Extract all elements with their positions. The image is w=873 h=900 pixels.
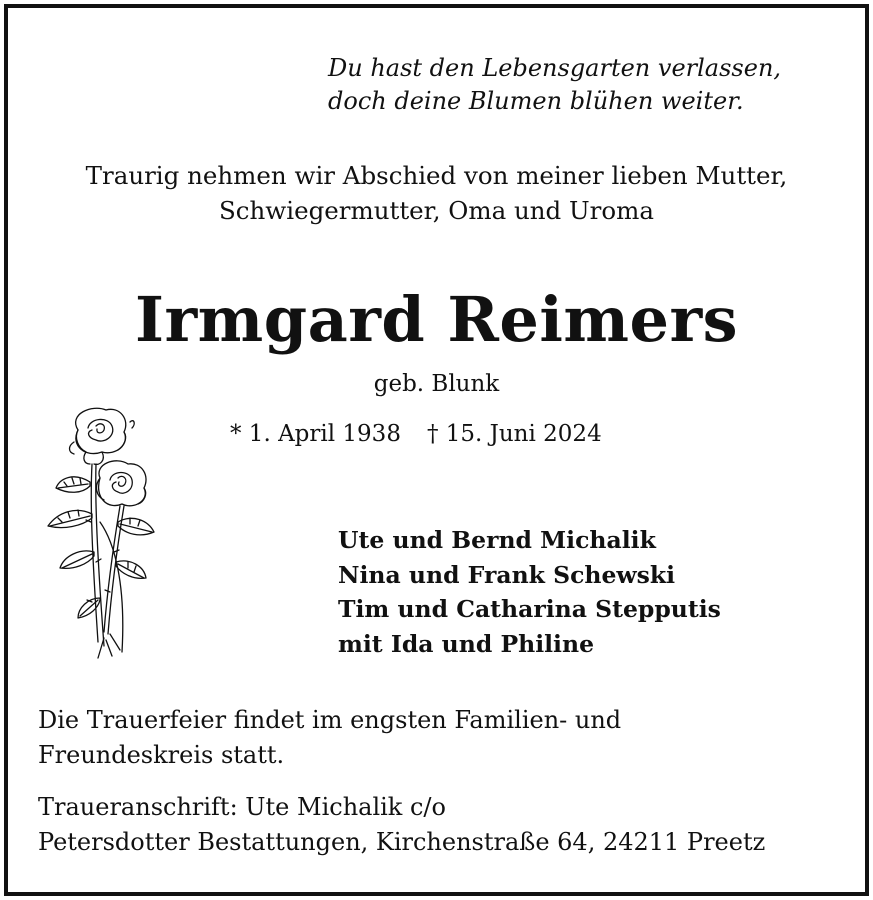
- deceased-name: Irmgard Reimers: [134, 283, 739, 356]
- quote-line-2: doch deine Blumen blühen weiter.: [328, 87, 744, 115]
- mourning-address: [38, 790, 765, 859]
- quote-line-1: Du hast den Lebensgarten verlassen,: [328, 54, 782, 82]
- mourner-line: Tim und Catharina Stepputis: [338, 595, 721, 623]
- ceremony-note: [38, 703, 621, 772]
- intro-line-1: Traurig nehmen wir Abschied von meiner lieben Mutter,: [85, 161, 788, 190]
- life-dates: [230, 418, 602, 450]
- memorial-quote: [328, 52, 781, 118]
- rose-icon: [34, 402, 158, 662]
- address-line-2: Petersdotter Bestattungen, Kirchenstraße 64, 24211 Preetz: [38, 827, 766, 856]
- mourner-line: mit Ida und Philine: [338, 629, 595, 658]
- ceremony-line-2: Freundeskreis statt.: [38, 740, 285, 769]
- death-date: † 15. Juni 2024: [426, 421, 602, 447]
- mourner-line: Ute und Bernd Michalik: [338, 526, 656, 554]
- address-line-1: Traueranschrift: Ute Michalik c/o: [38, 793, 446, 821]
- mourner-line: Nina und Frank Schewski: [338, 560, 676, 589]
- mourners-list: [338, 523, 721, 661]
- intro-text: [30, 158, 843, 228]
- intro-line-2: Schwiegermutter, Oma und Uroma: [219, 196, 654, 225]
- maiden-name: geb. Blunk: [373, 371, 500, 397]
- birth-date: * 1. April 1938: [230, 421, 401, 447]
- ceremony-line-1: Die Trauerfeier findet im engsten Familien- und: [38, 706, 622, 734]
